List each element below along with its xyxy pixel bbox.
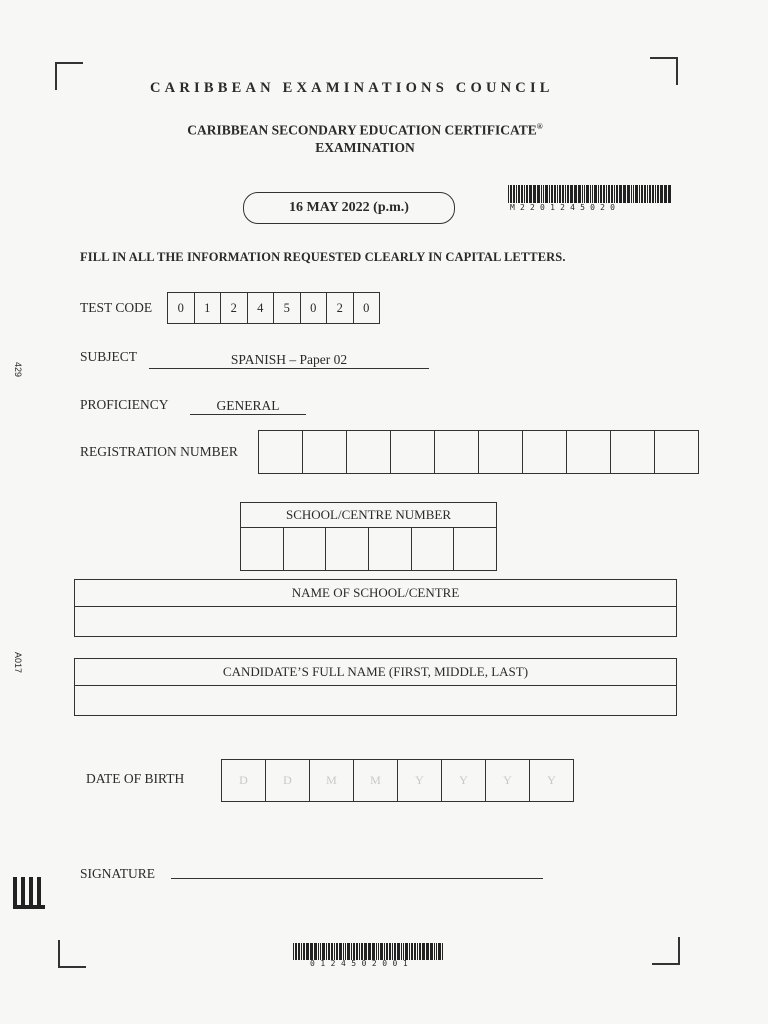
barcode-bar [331,943,334,960]
candidate-name-label: CANDIDATE’S FULL NAME (FIRST, MIDDLE, LAST) [75,659,676,686]
barcode-bottom [293,943,443,960]
barcode-bar [326,943,327,960]
test-code-grid [167,292,380,324]
barcode-bar [301,943,302,960]
barcode-top [508,185,671,203]
signature-field[interactable] [171,866,543,879]
certificate-line-1: CARIBBEAN SECONDARY EDUCATION CERTIFICATE [187,122,537,138]
instruction-text: FILL IN ALL THE INFORMATION REQUESTED CLEARLY IN CAPITAL LETTERS. [80,250,566,264]
barcode-bar [414,943,417,960]
date-of-birth-cell[interactable]: D [222,760,266,801]
barcode-bar [361,943,363,960]
test-code-digit: 0 [363,300,370,315]
school-centre-number-cell[interactable] [326,528,369,570]
registration-number-cell[interactable] [611,431,655,473]
datamatrix-code [13,877,45,909]
test-code-digit: 2 [221,293,248,323]
registration-number-cell[interactable] [435,431,479,473]
signature-label: SIGNATURE [80,866,156,881]
side-code-upper: 429 [13,362,23,378]
barcode-bar [627,185,630,203]
barcode-bottom-text: 0124502001 [310,959,414,968]
test-code-digit: 0 [168,293,195,323]
school-name-box [74,579,677,637]
barcode-bar [529,185,532,203]
barcode-bar [426,943,427,960]
registration-number-cell[interactable] [567,431,611,473]
school-centre-number-cell[interactable] [412,528,455,570]
barcode-bar [334,943,335,960]
barcode-bar [336,943,338,960]
barcode-bar [513,185,516,203]
barcode-bar [394,943,396,960]
registration-number-cell[interactable] [523,431,567,473]
registration-corner-top-left [55,62,83,90]
barcode-bar [436,943,438,960]
registration-number-cell[interactable] [391,431,435,473]
barcode-bar [562,185,565,203]
barcode-bar [623,185,624,203]
barcode-bar [624,185,626,203]
barcode-bar [298,943,301,960]
barcode-bar [368,943,369,960]
barcode-bar [328,943,330,960]
barcode-bar [430,943,433,960]
date-of-birth-cell[interactable]: D [266,760,310,801]
barcode-bar [295,943,297,960]
barcode-bar [551,185,553,203]
barcode-bar [649,185,651,203]
registration-corner-bottom-right [652,937,680,965]
date-of-birth-cell[interactable]: Y [442,760,486,801]
barcode-bar [293,943,294,960]
test-code-digit: 2 [327,293,354,323]
registration-number-label: REGISTRATION NUMBER [80,444,238,459]
barcode-bar [320,943,322,960]
school-centre-number-cell[interactable] [369,528,412,570]
barcode-bar [668,185,671,203]
date-of-birth-cell[interactable]: M [354,760,398,801]
barcode-bar [533,185,534,203]
barcode-bar [411,943,413,960]
barcode-bar [403,943,405,960]
school-centre-number-box [240,502,497,571]
barcode-bar [345,943,347,960]
barcode-bar [318,943,319,960]
barcode-bar [549,185,550,203]
barcode-bar [611,185,614,203]
barcode-bar [409,943,410,960]
barcode-bar [603,185,606,203]
barcode-bar [606,185,607,203]
barcode-bar [380,943,383,960]
certificate-line-2: EXAMINATION [315,139,415,155]
barcode-bar [575,185,577,203]
barcode-bar [665,185,667,203]
barcode-bar [598,185,599,203]
barcode-top-text: M2201245020 [510,203,621,212]
registration-number-cell[interactable] [303,431,347,473]
barcode-bar [592,185,594,203]
barcode-bar [652,185,655,203]
date-of-birth-grid [221,759,574,802]
barcode-bar [397,943,400,960]
barcode-bar [322,943,325,960]
barcode-bar [655,185,656,203]
date-of-birth-cell[interactable]: Y [547,773,556,787]
barcode-bar [516,185,517,203]
barcode-bar [356,943,359,960]
barcode-bar [405,943,408,960]
barcode-bar [594,185,597,203]
barcode-bar [639,185,640,203]
barcode-bar [641,185,643,203]
barcode-bar [353,943,355,960]
test-code-digit: 5 [274,293,301,323]
registration-number-cell[interactable] [655,431,698,473]
school-centre-number-cell[interactable] [454,528,496,570]
barcode-bar [635,185,638,203]
barcode-bar [310,943,311,960]
barcode-bar [401,943,402,960]
barcode-bar [616,185,618,203]
test-code-label: TEST CODE [80,300,153,315]
barcode-bar [306,943,309,960]
subject-label: SUBJECT [80,349,138,364]
barcode-bar [521,185,524,203]
barcode-bar [389,943,392,960]
registration-number-grid [258,430,699,474]
barcode-bar [303,943,305,960]
exam-date-box [243,192,455,224]
registration-corner-top-right [650,57,678,85]
barcode-bar [664,185,665,203]
barcode-bar [524,185,525,203]
school-name-label: NAME OF SCHOOL/CENTRE [75,580,676,607]
proficiency-field[interactable] [190,398,306,415]
barcode-bar [392,943,393,960]
barcode-bar [384,943,385,960]
barcode-bar [343,943,344,960]
barcode-bar [419,943,421,960]
barcode-bar [608,185,610,203]
barcode-bar [526,185,528,203]
barcode-bar [369,943,371,960]
candidate-name-box [74,658,677,716]
barcode-bar [417,943,418,960]
barcode-bar [386,943,388,960]
registered-mark: ® [536,122,543,131]
barcode-bar [347,943,350,960]
barcode-bar [586,185,589,203]
barcode-bar [434,943,435,960]
test-code-digit: 1 [195,293,222,323]
registration-number-cell[interactable] [259,431,303,473]
barcode-bar [644,185,647,203]
side-code-lower: A017 [13,652,23,674]
school-name-field[interactable] [75,607,676,635]
barcode-bar [364,943,367,960]
barcode-bar [554,185,557,203]
date-of-birth-cell[interactable]: Y [486,760,530,801]
subject-value: SPANISH – Paper 02 [230,352,348,367]
registration-number-cell[interactable] [479,431,523,473]
barcode-bar [537,185,540,203]
barcode-bar [590,185,591,203]
barcode-bar [378,943,380,960]
candidate-name-field[interactable] [75,686,676,714]
barcode-bar [508,185,509,203]
barcode-bar [339,943,342,960]
barcode-bar [541,185,542,203]
barcode-bar [614,185,615,203]
barcode-bar [518,185,520,203]
school-centre-number-label: SCHOOL/CENTRE NUMBER [241,503,496,528]
barcode-bar [582,185,583,203]
date-of-birth-label: DATE OF BIRTH [86,771,185,786]
barcode-bar [633,185,635,203]
council-title: CARIBBEAN EXAMINATIONS COUNCIL [150,80,554,96]
exam-date: 16 MAY 2022 (p.m.) [289,200,409,215]
barcode-bar [372,943,375,960]
barcode-bar [438,943,441,960]
barcode-bar [570,185,573,203]
datamatrix-module [41,905,45,909]
barcode-bar [359,943,360,960]
barcode-bar [619,185,622,203]
certificate-title [0,118,730,156]
subject-field[interactable] [149,352,429,369]
date-of-birth-cell[interactable]: M [310,760,354,801]
school-centre-number-cell[interactable] [241,528,284,570]
barcode-bar [534,185,536,203]
barcode-bar [657,185,659,203]
registration-number-cell[interactable] [347,431,391,473]
barcode-bar [574,185,575,203]
test-code-digit: 0 [301,293,328,323]
barcode-bar [376,943,377,960]
barcode-bar [631,185,632,203]
barcode-bar [567,185,569,203]
barcode-bar [543,185,545,203]
barcode-bar [578,185,581,203]
barcode-bar [559,185,561,203]
barcode-bar [427,943,429,960]
barcode-bar [584,185,586,203]
barcode-bar [510,185,512,203]
barcode-bar [314,943,317,960]
barcode-bar [647,185,648,203]
barcode-bar [311,943,313,960]
barcode-bar [600,185,602,203]
school-centre-number-cell[interactable] [284,528,327,570]
barcode-bar [422,943,425,960]
date-of-birth-cell[interactable]: Y [398,760,442,801]
barcode-bar [660,185,663,203]
barcode-bar [557,185,558,203]
barcode-bar [351,943,352,960]
proficiency-label: PROFICIENCY [80,397,169,412]
test-code-digit: 4 [248,293,275,323]
barcode-bar [545,185,548,203]
barcode-bar [565,185,566,203]
barcode-bar [442,943,443,960]
registration-corner-bottom-left [58,940,86,968]
proficiency-value: GENERAL [216,398,280,413]
